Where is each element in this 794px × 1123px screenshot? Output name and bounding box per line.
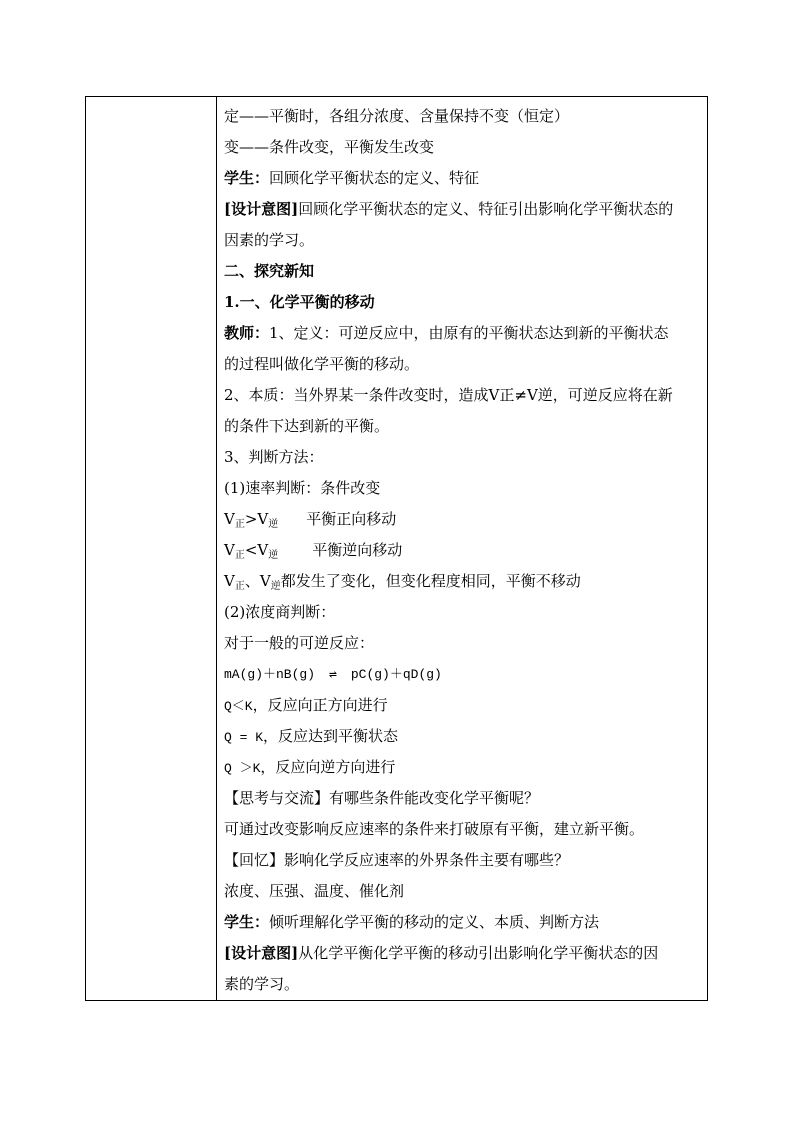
design-intent-label: [设计意图] <box>224 944 299 962</box>
q-greater-k-line: Q ＞K，反应向逆方向进行 <box>224 758 396 776</box>
text-line: 2、本质：当外界某一条件改变时，造成V正≠V逆，可逆反应将在新 <box>224 386 673 404</box>
text-line: 【思考与交流】有哪些条件能改变化学平衡呢？ <box>224 789 540 807</box>
text-line: 可通过改变影响反应速率的条件来打破原有平衡，建立新平衡。 <box>224 820 645 838</box>
lesson-table <box>85 96 708 1001</box>
text-line: 变——条件改变，平衡发生改变 <box>224 138 435 156</box>
student-line: 学生：回顾化学平衡状态的定义、特征 <box>224 169 480 187</box>
text-line: (2)浓度商判断： <box>224 603 336 621</box>
text-line: 素的学习。 <box>224 975 300 993</box>
student-label: 学生： <box>224 169 270 187</box>
section-heading: 二、探究新知 <box>224 262 315 280</box>
design-intent-line: [设计意图]从化学平衡化学平衡的移动引出影响化学平衡状态的因 <box>224 944 659 962</box>
subsection-heading: 1.一、化学平衡的移动 <box>224 293 375 311</box>
text-line: 3、判断方法： <box>224 448 324 466</box>
design-intent-label: [设计意图] <box>224 200 299 218</box>
student-line: 学生：倾听理解化学平衡的移动的定义、本质、判断方法 <box>224 913 600 931</box>
rate-line-equal: $V_正$、$V_逆$都发生了变化，但变化程度相同，平衡不移动 <box>224 572 581 592</box>
left-column-cell <box>86 97 217 1000</box>
text-line: 浓度、压强、温度、催化剂 <box>224 882 405 900</box>
q-equals-k-line: Q = K，反应达到平衡状态 <box>224 727 399 745</box>
text-line: (1)速率判断：条件改变 <box>224 479 381 497</box>
equilibrium-arrow-icon: ⇌ <box>329 667 337 682</box>
text-line: 定——平衡时，各组分浓度、含量保持不变（恒定） <box>224 107 570 125</box>
text-line: 的条件下达到新的平衡。 <box>224 417 390 435</box>
rate-line-forward: $V_正>V_逆$ 平衡正向移动 <box>224 510 397 530</box>
text-line: 【回忆】影响化学反应速率的外界条件主要有哪些？ <box>224 851 570 869</box>
design-intent-line: [设计意图]回顾化学平衡状态的定义、特征引出影响化学平衡状态的 <box>224 200 674 218</box>
content-cell <box>218 97 707 1000</box>
q-less-k-line: Q＜K，反应向正方向进行 <box>224 696 388 714</box>
teacher-label: 教师： <box>224 324 270 342</box>
rate-line-reverse: $V_正<V_逆$ 平衡逆向移动 <box>224 541 403 561</box>
student-label: 学生： <box>224 913 270 931</box>
text-line: 的过程叫做化学平衡的移动。 <box>224 355 420 373</box>
text-line: 因素的学习。 <box>224 231 315 249</box>
reaction-equation: mA(g)＋nB(g) ⇌ pC(g)＋qD(g) <box>224 667 442 682</box>
teacher-line: 教师：1、定义：可逆反应中，由原有的平衡状态达到新的平衡状态 <box>224 324 669 342</box>
text-line: 对于一般的可逆反应： <box>224 634 375 652</box>
